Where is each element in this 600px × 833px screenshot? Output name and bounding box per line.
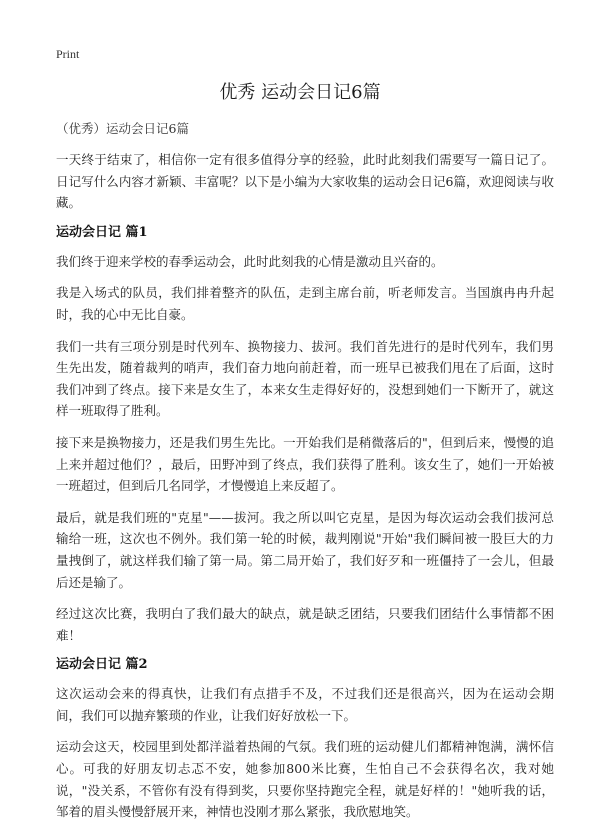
section-1: [56, 224, 554, 647]
print-link[interactable]: Print: [56, 47, 80, 61]
body-paragraph: 经过这次比赛，我明白了我们最大的缺点，就是缺乏团结，只要我们团结什么事情都不困难！: [56, 606, 554, 643]
body-paragraph: 接下来是换物接力，还是我们男生先比。一开始我们是稍微落后的"，但到后来，慢慢的追上来并超过他们？，最后，田野冲到了终点，我们获得了胜利。该女生了，她们一开始被一班超过，但到后几名同学，才慢慢追上来反超了。: [56, 434, 554, 494]
document-body: [56, 149, 554, 833]
body-paragraph: 最后，就是我们班的"克星"——拔河。我之所以叫它克星，是因为每次运动会我们拔河总输给一班，这次也不例外。我们第一轮的时候，裁判刚说"开始"我们瞬间被一股巨大的力量拽倒了，就这样我们输了第一局。第二局开始了，我们好歹和一班僵持了一会儿，但最后还是输了。: [56, 509, 554, 590]
body-paragraph: 运动会这天，校园里到处都洋溢着热闹的气氛。我们班的运动健儿们都精神饱满，满怀信心。可我的好朋友切忐忑不安，她参加800米比赛，生怕自己不会获得名次，我对她说，"没关系，不管你有没有得到奖，只要你坚持跑完全程，就是好样的！"她听我的话，邹着的眉头慢慢舒展开来，神情也没刚才那么紧张，我欣慰地笑。: [56, 739, 554, 820]
intro-paragraph: 一天终于结束了，相信你一定有很多值得分享的经验，此时此刻我们需要写一篇日记了。日记写什么内容才新颖、丰富呢？以下是小编为大家收集的运动会日记6篇，欢迎阅读与收藏。: [56, 152, 554, 211]
body-paragraph: 这次运动会来的得真快，让我们有点措手不及，不过我们还是很高兴，因为在运动会期间，我们可以抛弃繁琐的作业，让我们好好放松一下。: [56, 686, 554, 723]
body-paragraph: 我是入场式的队员，我们排着整齐的队伍，走到主席台前，听老师发言。当国旗冉冉升起时，我的心中无比自豪。: [56, 285, 554, 322]
body-paragraph: 我们一共有三项分别是时代列车、换物接力、拔河。我们首先进行的是时代列车，我们男生先出发，随着裁判的哨声，我们奋力地向前赶着，而一班早已被我们甩在了后面，这时我们冲到了终点。接下来是女生了，本来女生走得好好的，没想到她们一下断开了，就这样一班取得了胜利。: [56, 338, 554, 419]
document-subtitle: （优秀）运动会日记6篇: [56, 121, 189, 136]
document-title: 优秀 运动会日记6篇: [219, 82, 381, 103]
section-heading: 运动会日记 篇2: [56, 657, 148, 673]
section-2: [56, 656, 554, 823]
section-heading: 运动会日记 篇1: [56, 224, 148, 240]
body-paragraph: 我们终于迎来学校的春季运动会，此时此刻我的心情是激动且兴奋的。: [56, 253, 444, 269]
